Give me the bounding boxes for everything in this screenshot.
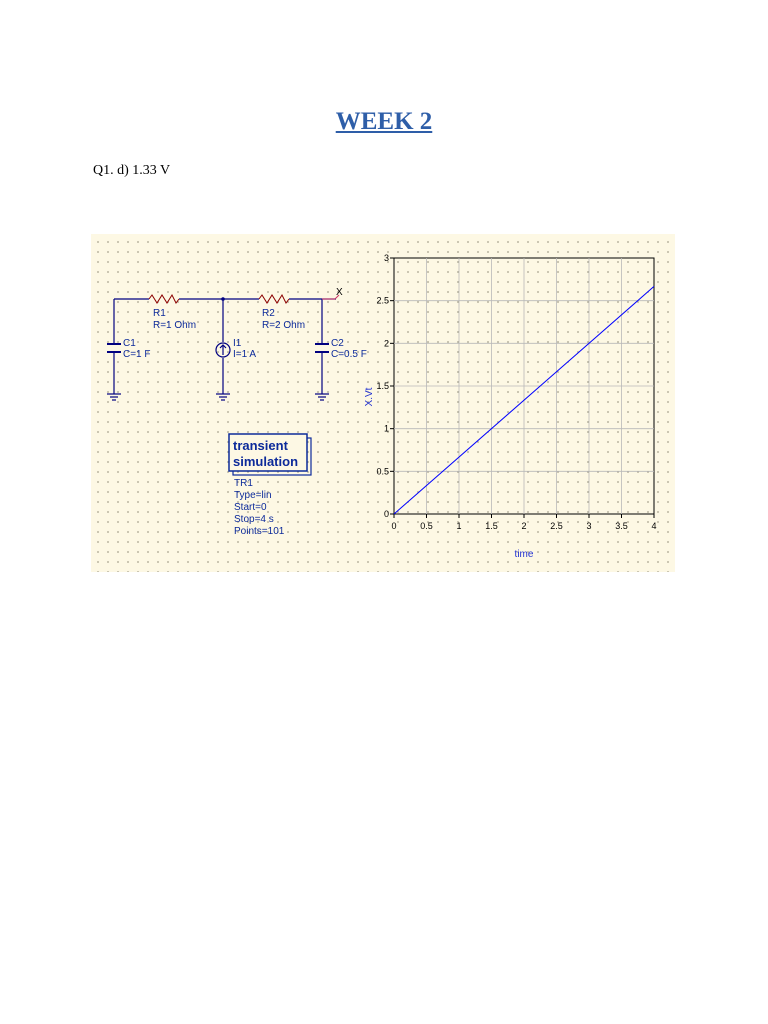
c1-value: C=1 F [123, 349, 151, 360]
r1-value: R=1 Ohm [153, 320, 197, 331]
y-tick-label: 2 [383, 338, 389, 349]
page-title: WEEK 2 [335, 108, 433, 135]
y-tick-label: 0 [383, 509, 389, 519]
current-source-i1[interactable] [216, 338, 256, 360]
resistor-r2[interactable] [259, 295, 305, 331]
sim-param: Start=0 [234, 502, 267, 513]
sim-param: Points=101 [234, 526, 285, 537]
sim-param: TR1 [234, 478, 253, 489]
sim-title-line1: transient [233, 438, 288, 453]
x-tick-label: 3 [586, 521, 592, 531]
x-tick-label: 2.5 [550, 521, 563, 531]
transient-simulation-block[interactable] [229, 434, 311, 475]
answer-text: Q1. d) 1.33 V [93, 163, 171, 178]
x-tick-label: 2 [521, 521, 527, 531]
i1-value: I=1 A [233, 349, 257, 360]
c2-value: C=0.5 F [331, 349, 367, 360]
x-ticks [391, 514, 656, 531]
grid-lines [394, 258, 654, 514]
sim-param: Type=lin [234, 490, 272, 501]
y-tick-label: 0.5 [376, 466, 389, 477]
voltage-chart [364, 253, 657, 560]
y-tick-label: 3 [383, 253, 389, 263]
r2-name: R2 [262, 308, 275, 319]
simulation-params [234, 478, 285, 537]
x-tick-label: 1.5 [485, 521, 498, 531]
y-tick-label: 1.5 [376, 381, 389, 391]
c2-name: C2 [331, 338, 344, 349]
i1-name: I1 [233, 338, 242, 349]
resistor-r1[interactable] [149, 295, 196, 331]
circuit-figure [91, 234, 675, 572]
x-tick-label: 4 [651, 521, 657, 531]
x-tick-label: 0.5 [420, 521, 433, 531]
ground-symbols [107, 394, 329, 400]
sim-title-line2: simulation [233, 454, 299, 469]
x-tick-label: 1 [456, 521, 462, 531]
schematic-svg [91, 234, 675, 572]
y-tick-label: 2.5 [376, 295, 389, 306]
r2-value: R=2 Ohm [262, 320, 306, 331]
junction-dot [221, 297, 225, 301]
r1-name: R1 [153, 308, 166, 319]
c1-name: C1 [123, 338, 136, 349]
x-axis-label: time [514, 549, 534, 560]
y-axis-label: X.Vt [364, 387, 375, 407]
y-ticks [376, 253, 394, 519]
capacitor-c2[interactable] [315, 338, 367, 360]
x-tick-label: 3.5 [615, 521, 628, 531]
node-label: X [336, 287, 343, 298]
sim-param: Stop=4 s [234, 514, 274, 525]
x-tick-label: 0 [391, 521, 397, 531]
y-tick-label: 1 [383, 423, 389, 434]
